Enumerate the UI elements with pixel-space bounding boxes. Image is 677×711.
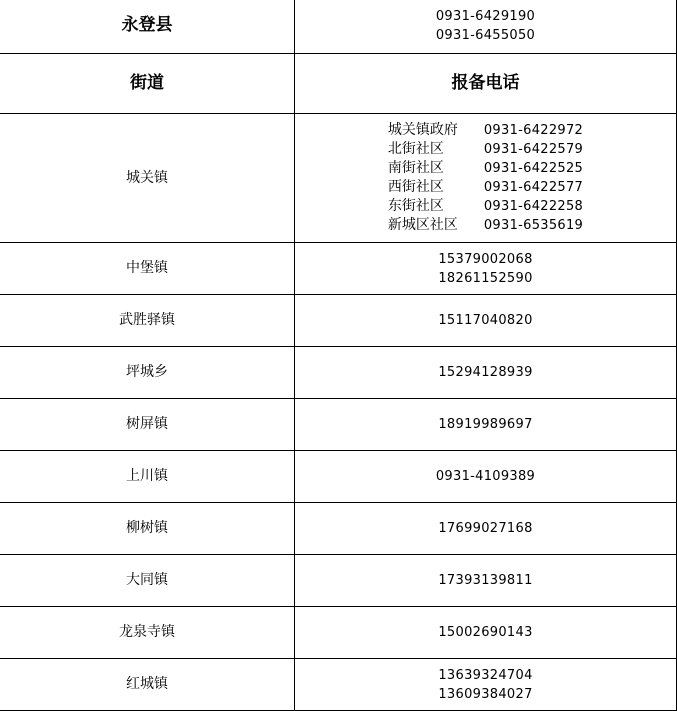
phone-number: 0931-6422577: [483, 180, 584, 195]
column-header-street: 街道: [0, 54, 295, 114]
table-row: [0, 451, 677, 503]
phone-number: 0931-6422579: [483, 142, 584, 157]
street-name: 柳树镇: [0, 503, 295, 555]
phone-cell: [295, 243, 677, 295]
street-name: 大同镇: [0, 555, 295, 607]
table-row: [0, 295, 677, 347]
list-item: [388, 140, 583, 159]
street-name: 上川镇: [0, 451, 295, 503]
phone-number: 0931-6422972: [483, 123, 584, 138]
street-name: 武胜驿镇: [0, 295, 295, 347]
table-row: [0, 243, 677, 295]
office-label: 新城区社区: [387, 217, 458, 233]
list-item: [388, 121, 583, 140]
table-row: [0, 347, 677, 399]
table-row: [0, 607, 677, 659]
table-row: [0, 659, 677, 711]
phone-number: 15379002068: [438, 251, 533, 267]
phone-number: 13639324704: [438, 667, 533, 683]
list-item: [388, 178, 583, 197]
table-row: [0, 114, 677, 243]
phone-number: 17393139811: [295, 555, 677, 607]
office-label: 东街社区: [387, 198, 444, 214]
office-label: 西街社区: [387, 179, 444, 195]
street-name: 红城镇: [0, 659, 295, 711]
table-row: [0, 503, 677, 555]
phone-number: 0931-4109389: [295, 451, 677, 503]
street-name: 树屏镇: [0, 399, 295, 451]
office-label: 北街社区: [387, 141, 444, 157]
phone-number: 13609384027: [438, 686, 533, 702]
phone-number: 0931-6455050: [435, 27, 536, 43]
table-row: [0, 399, 677, 451]
column-header-phone: 报备电话: [295, 54, 677, 114]
header-row: [0, 54, 677, 114]
county-name: 永登县: [0, 0, 295, 54]
street-name: 城关镇: [0, 114, 295, 243]
list-item: [388, 216, 583, 235]
phone-list: [295, 114, 677, 243]
table-row: [0, 555, 677, 607]
phone-number: 15294128939: [295, 347, 677, 399]
phone-number: 18261152590: [438, 270, 533, 286]
phone-number: 0931-6422258: [483, 199, 584, 214]
county-row: [0, 0, 677, 54]
phone-number: 0931-6535619: [483, 218, 584, 233]
office-label: 城关镇政府: [387, 122, 458, 138]
phone-number: 17699027168: [295, 503, 677, 555]
phone-number: 15002690143: [295, 607, 677, 659]
list-item: [388, 197, 583, 216]
phone-cell: [295, 659, 677, 711]
county-phones: [295, 0, 677, 54]
phone-number: 18919989697: [295, 399, 677, 451]
street-name: 龙泉寺镇: [0, 607, 295, 659]
phone-number: 0931-6422525: [483, 161, 584, 176]
list-item: [388, 159, 583, 178]
phone-number: 15117040820: [295, 295, 677, 347]
street-name: 中堡镇: [0, 243, 295, 295]
office-label: 南街社区: [387, 160, 444, 176]
street-name: 坪城乡: [0, 347, 295, 399]
phone-number: 0931-6429190: [435, 8, 536, 24]
